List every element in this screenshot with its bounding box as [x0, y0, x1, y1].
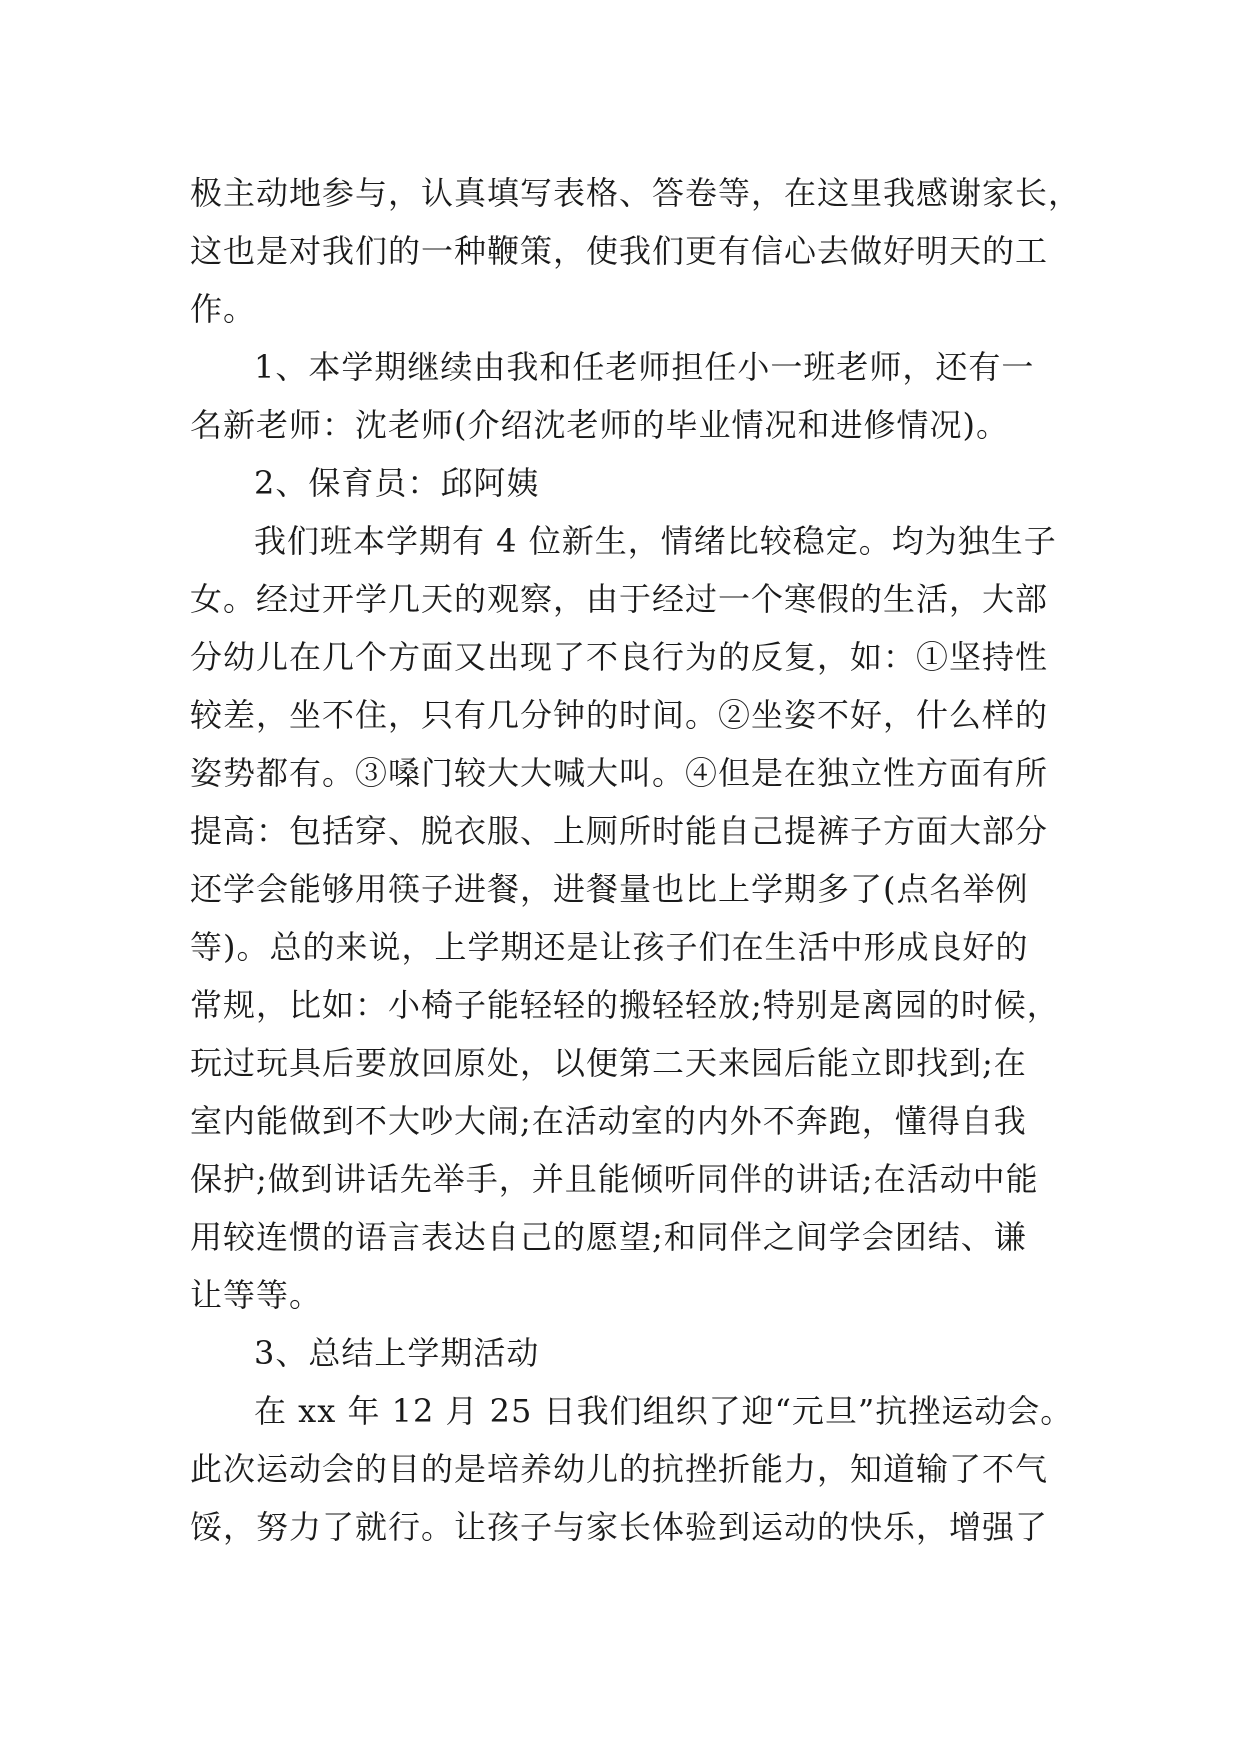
text-line: 我们班本学期有 4 位新生，情绪比较稳定。均为独生子: [254, 522, 1057, 560]
text-line: 室内能做到不大吵大闹;在活动室的内外不奔跑，懂得自我: [190, 1102, 1027, 1140]
text-line: 保护;做到讲话先举手，并且能倾听同伴的讲话;在活动中能: [190, 1160, 1039, 1198]
text-line: 作。: [190, 290, 257, 328]
text-line: 3、总结上学期活动: [254, 1334, 540, 1372]
text-line: 等)。总的来说，上学期还是让孩子们在生活中形成良好的: [190, 928, 1029, 966]
text-line: 分幼儿在几个方面又出现了不良行为的反复，如：①坚持性: [190, 638, 1049, 676]
text-line: 2、保育员：邱阿姨: [254, 464, 540, 502]
text-line: 较差，坐不住，只有几分钟的时间。②坐姿不好，什么样的: [190, 696, 1049, 734]
text-line: 此次运动会的目的是培养幼儿的抗挫折能力，知道输了不气: [190, 1450, 1049, 1488]
text-line: 姿势都有。③嗓门较大大喊大叫。④但是在独立性方面有所: [190, 754, 1049, 792]
text-line: 玩过玩具后要放回原处，以便第二天来园后能立即找到;在: [190, 1044, 1027, 1082]
text-line: 馁，努力了就行。让孩子与家长体验到运动的快乐，增强了: [190, 1508, 1049, 1546]
text-line: 名新老师：沈老师(介绍沈老师的毕业情况和进修情况)。: [190, 406, 1009, 444]
text-line: 让等等。: [190, 1276, 323, 1314]
text-line: 极主动地参与，认真填写表格、答卷等，在这里我感谢家长，: [190, 174, 1082, 212]
text-line: 常规，比如：小椅子能轻轻的搬轻轻放;特别是离园的时候，: [190, 986, 1060, 1024]
text-line: 提高：包括穿、脱衣服、上厕所时能自己提裤子方面大部分: [190, 812, 1049, 850]
document-body: [190, 164, 1082, 1556]
text-line: 这也是对我们的一种鞭策，使我们更有信心去做好明天的工: [190, 232, 1049, 270]
text-line: 女。经过开学几天的观察，由于经过一个寒假的生活，大部: [190, 580, 1049, 618]
text-line: 还学会能够用筷子进餐，进餐量也比上学期多了(点名举例: [190, 870, 1029, 908]
text-line: 1、本学期继续由我和任老师担任小一班老师，还有一: [254, 348, 1035, 386]
text-line: 在 xx 年 12 月 25 日我们组织了迎“元旦”抗挫运动会。: [254, 1392, 1074, 1430]
text-line: 用较连惯的语言表达自己的愿望;和同伴之间学会团结、谦: [190, 1218, 1027, 1256]
